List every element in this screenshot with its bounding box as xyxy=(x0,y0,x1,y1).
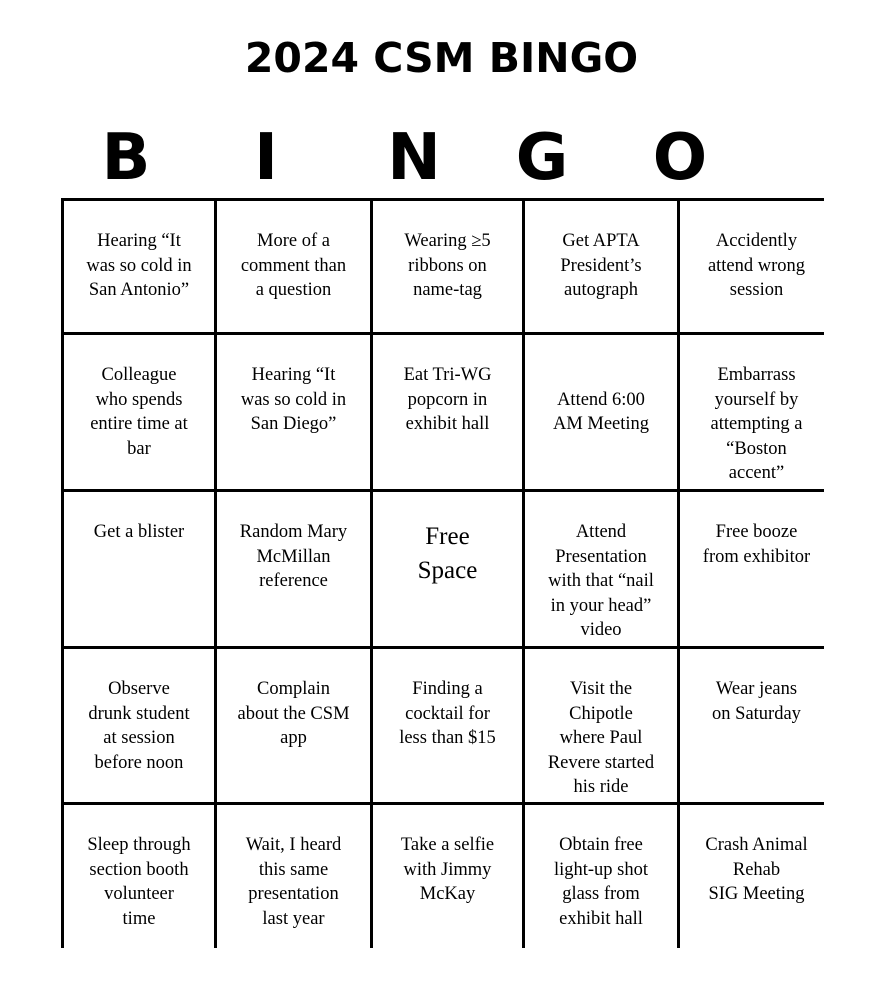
column-letter-n: N xyxy=(387,121,441,195)
bingo-square[interactable] xyxy=(525,201,677,332)
square-text: Attend Presentation with that “nail in your head” video xyxy=(548,522,654,640)
bingo-square[interactable] xyxy=(217,492,370,646)
square-text: Free booze from exhibitor xyxy=(702,522,811,567)
bingo-grid xyxy=(61,198,824,948)
bingo-square[interactable] xyxy=(64,492,214,646)
column-letter-o: O xyxy=(652,121,708,195)
square-text: Visit the Chipotle where Paul Revere started his ride xyxy=(547,679,655,797)
square-text: Complain about the CSM app xyxy=(237,679,350,748)
square-text: Obtain free light-up shot glass from exhibit hall xyxy=(553,835,649,929)
square-text: Hearing “It was so cold in San Antonio” xyxy=(86,231,192,300)
bingo-square[interactable] xyxy=(525,805,677,957)
bingo-square[interactable] xyxy=(525,492,677,646)
square-text: Get APTA President’s autograph xyxy=(560,231,642,300)
square-text: Observe drunk student at session before noon xyxy=(88,679,190,773)
square-text: Wearing ≥5 ribbons on name-tag xyxy=(404,231,491,300)
bingo-square[interactable] xyxy=(373,201,522,332)
bingo-square[interactable] xyxy=(525,649,677,802)
square-text: Crash Animal Rehab SIG Meeting xyxy=(705,835,808,904)
bingo-square[interactable] xyxy=(64,201,214,332)
column-letter-b: B xyxy=(101,121,151,195)
bingo-square[interactable] xyxy=(217,805,370,957)
column-letter-g: G xyxy=(515,121,569,195)
bingo-square[interactable] xyxy=(680,492,833,646)
bingo-square[interactable] xyxy=(64,649,214,802)
bingo-square[interactable] xyxy=(680,335,833,489)
bingo-square[interactable] xyxy=(64,335,214,489)
bingo-square[interactable] xyxy=(217,201,370,332)
bingo-square[interactable] xyxy=(64,805,214,957)
bingo-square[interactable] xyxy=(525,335,677,489)
bingo-square[interactable] xyxy=(217,649,370,802)
square-text: Finding a cocktail for less than $15 xyxy=(399,679,496,748)
square-text: Random Mary McMillan reference xyxy=(239,522,348,591)
square-text: Accidently attend wrong session xyxy=(707,231,806,300)
square-text: Get a blister xyxy=(93,522,185,542)
column-letter-i: I xyxy=(254,121,278,195)
square-text: Wear jeans on Saturday xyxy=(712,679,801,724)
square-text: Colleague who spends entire time at bar xyxy=(90,365,188,459)
bingo-square[interactable] xyxy=(373,649,522,802)
bingo-square[interactable] xyxy=(217,335,370,489)
square-text: Take a selfie with Jimmy McKay xyxy=(400,835,495,904)
bingo-square[interactable] xyxy=(373,805,522,957)
square-text: Eat Tri-WG popcorn in exhibit hall xyxy=(403,365,492,434)
square-text: Attend 6:00 AM Meeting xyxy=(552,389,650,434)
square-text: Free Space xyxy=(417,523,478,584)
square-text: More of a comment than a question xyxy=(240,231,347,300)
bingo-square[interactable] xyxy=(680,805,833,957)
square-text: Sleep through section booth volunteer time xyxy=(87,835,191,929)
square-text: Embarrass yourself by attempting a “Boston accent” xyxy=(710,365,803,483)
square-text: Wait, I heard this same presentation last year xyxy=(245,835,342,929)
bingo-square[interactable] xyxy=(680,201,833,332)
square-text: Hearing “It was so cold in San Diego” xyxy=(240,365,347,434)
free-space-square[interactable] xyxy=(373,492,522,646)
page-title: 2024 CSM BINGO xyxy=(244,34,639,82)
bingo-square[interactable] xyxy=(680,649,833,802)
bingo-square[interactable] xyxy=(373,335,522,489)
